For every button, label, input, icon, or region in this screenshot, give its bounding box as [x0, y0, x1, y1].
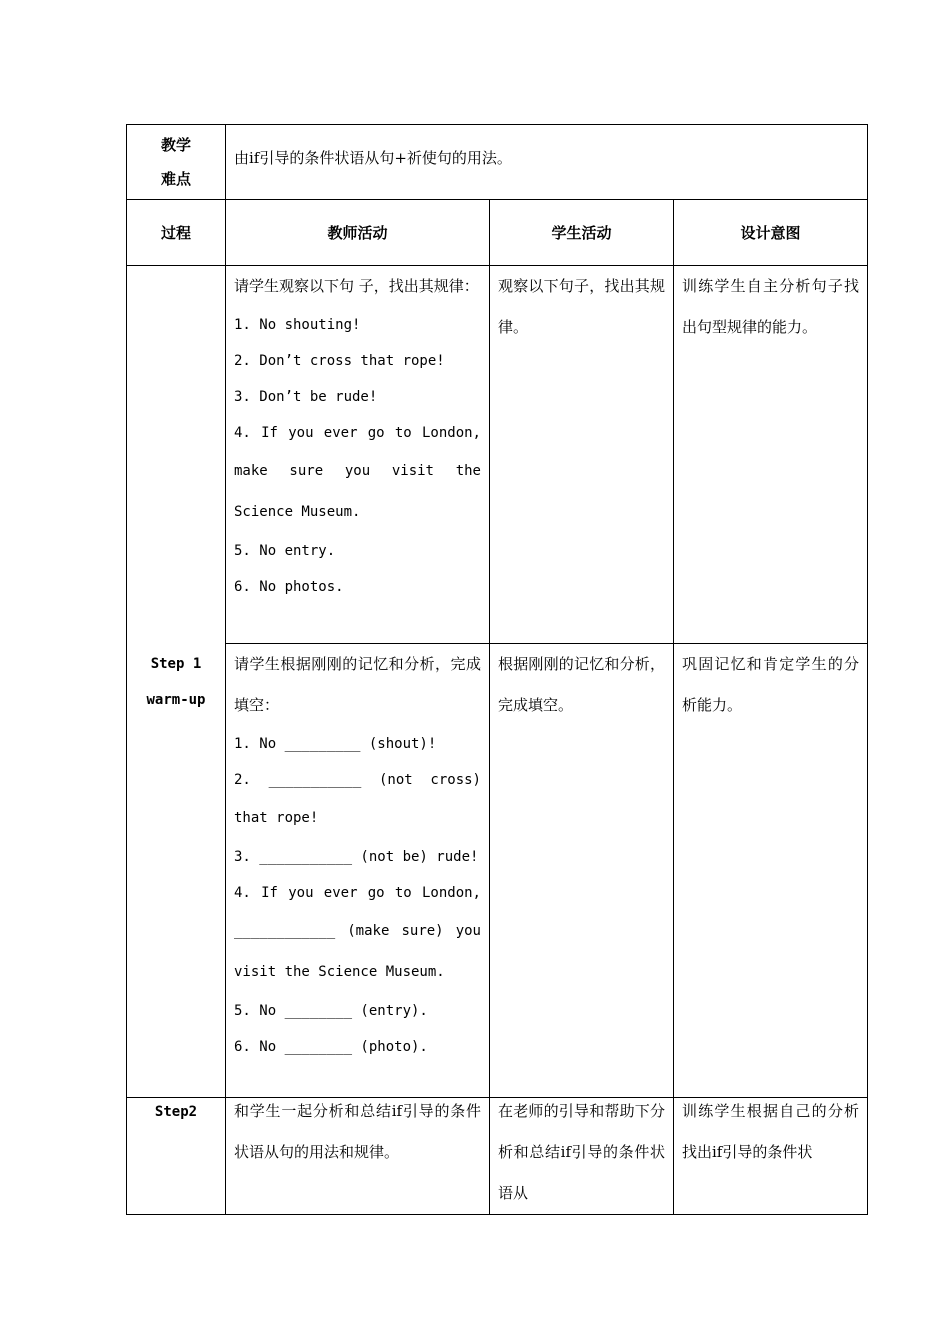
step2-design-text: 训练学生根据自己的分析找出if引导的条件状 [682, 1102, 860, 1161]
lesson-plan-table [126, 124, 868, 1215]
step1-row-fill [127, 644, 868, 1098]
col-header-design: 设计意图 [674, 200, 868, 266]
sentence-4c: Science Museum. [234, 504, 361, 520]
blank-5: 5. No ________ (entry). [234, 1003, 428, 1019]
step2-student [490, 1098, 674, 1215]
step2-design [674, 1098, 868, 1215]
blank-4a: 4. If you ever go to London, [234, 885, 481, 901]
step1-design-fill [674, 644, 868, 1098]
col-header-process: 过程 [127, 200, 226, 266]
column-header-row [127, 200, 868, 266]
step1-row-observe [127, 266, 868, 644]
difficulty-text: 由if引导的条件状语从句+祈使句的用法。 [226, 125, 868, 200]
step1-design-fill-text: 巩固记忆和肯定学生的分析能力。 [682, 655, 860, 714]
sentence-4a: 4. If you ever go to London, [234, 425, 481, 441]
step1-label [127, 266, 226, 1098]
step1-fill-intro: 请学生根据刚刚的记忆和分析，完成填空： [234, 655, 481, 714]
difficulty-label [127, 125, 226, 200]
blank-1: 1. No _________ (shout)! [234, 736, 437, 752]
col-header-student: 学生活动 [490, 200, 674, 266]
step2-student-text: 在老师的引导和帮助下分析和总结if引导的条件状语从 [498, 1102, 665, 1202]
sentence-6: 6. No photos. [234, 579, 344, 595]
sentence-1: 1. No shouting! [234, 317, 361, 333]
step1-student-fill [490, 644, 674, 1098]
step1-design-observe-text: 训练学生自主分析句子找出句型规律的能力。 [682, 277, 860, 336]
blank-2a: 2. ___________ (not cross) [234, 772, 481, 788]
step2-teacher-text: 和学生一起分析和总结if引导的条件状语从句的用法和规律。 [234, 1102, 481, 1161]
blank-3: 3. ___________ (not be) rude! [234, 849, 479, 865]
step1-student-observe-text: 观察以下句子，找出其规律。 [498, 277, 665, 336]
step1-student-observe [490, 266, 674, 644]
step1-teacher-intro: 请学生观察以下句 子，找出其规律： [234, 277, 479, 295]
step1-label-line1: Step 1 [150, 655, 202, 672]
step2-label: Step2 [127, 1098, 226, 1215]
col-header-teacher: 教师活动 [226, 200, 490, 266]
blank-6: 6. No ________ (photo). [234, 1039, 428, 1055]
difficulty-label-line2: 难点 [160, 170, 191, 188]
difficulty-row [127, 125, 868, 200]
step1-design-observe [674, 266, 868, 644]
step2-teacher [226, 1098, 490, 1215]
step1-teacher-observe [226, 266, 490, 644]
blank-2b: that rope! [234, 810, 319, 826]
sentence-3: 3. Don’t be rude! [234, 389, 378, 405]
sentence-4b: make sure you visit the [234, 463, 481, 479]
sentence-2: 2. Don’t cross that rope! [234, 353, 445, 369]
blank-4c: visit the Science Museum. [234, 964, 445, 980]
sentence-5: 5. No entry. [234, 543, 336, 559]
step2-row [127, 1098, 868, 1215]
blank-4b: ____________ (make sure) you [234, 923, 481, 939]
step1-student-fill-text: 根据刚刚的记忆和分析，完成填空。 [498, 655, 665, 714]
step1-label-line2: warm-up [146, 691, 206, 708]
difficulty-label-line1: 教学 [160, 136, 191, 154]
step1-teacher-fill [226, 644, 490, 1098]
